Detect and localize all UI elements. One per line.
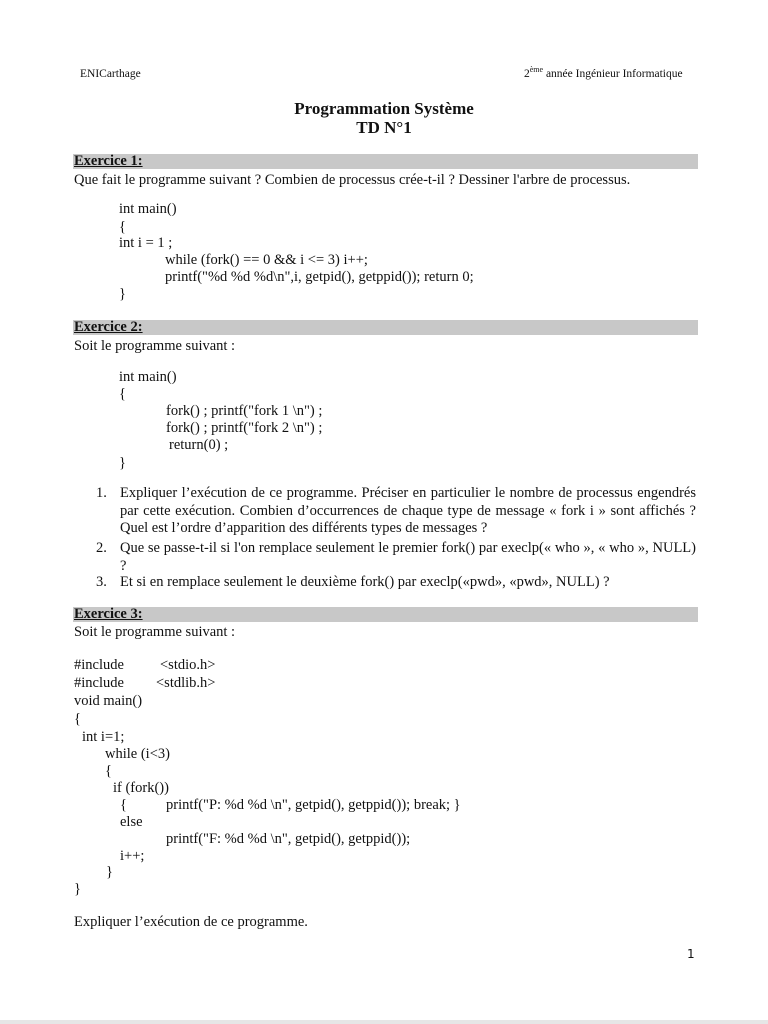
header-year-suffix: ème — [529, 65, 544, 75]
ex2-code-line: { — [119, 386, 126, 402]
question-text: Expliquer l’exécution de ce programme. Préciser en particulier le nombre de processus engendrés par cette exécution. Combien d’occurrences de chaque type de message « fork i » sont affichés ? Quel est l’ordre d’apparition des différents types de messages ? — [120, 485, 696, 536]
page-bottom-edge — [0, 1020, 768, 1024]
exercise-3-intro: Soit le programme suivant : — [74, 624, 236, 640]
ex3-code-line: <stdlib.h> — [156, 675, 216, 691]
ex3-code-line: if (fork()) — [113, 780, 169, 796]
ex2-code-line: fork() ; printf("fork 2 \n") ; — [166, 420, 323, 436]
ex3-code-line: <stdio.h> — [160, 657, 216, 673]
ex1-code-line: { — [119, 219, 126, 235]
header-year — [524, 65, 683, 80]
header-year-text: année Ingénieur Informatique — [543, 68, 683, 80]
ex2-code-line: } — [119, 455, 126, 471]
ex3-code-line: else — [120, 814, 143, 830]
question-number: 3. — [96, 574, 107, 590]
header-year-number: 2 — [524, 68, 530, 80]
exercise-1-heading: Exercice 1: — [74, 153, 143, 169]
ex1-code-line: while (fork() == 0 && i <= 3) i++; — [165, 252, 368, 268]
exercise-3-outro: Expliquer l’exécution de ce programme. — [74, 914, 308, 930]
page-number: 1 — [687, 947, 695, 961]
ex3-code-line: { — [120, 797, 127, 813]
exercise-2-bar — [73, 320, 698, 335]
ex3-code-line: #include — [74, 657, 124, 673]
ex3-code-line: } — [74, 881, 81, 897]
ex3-code-line: while (i<3) — [105, 746, 170, 762]
exercise-3-heading: Exercice 3: — [74, 606, 143, 622]
ex3-code-line: int i=1; — [82, 729, 125, 745]
page-title: Programmation Système — [294, 99, 474, 118]
exercise-2-intro: Soit le programme suivant : — [74, 338, 236, 354]
exercise-3-bar — [73, 607, 698, 622]
ex1-code-line: int main() — [119, 201, 177, 217]
page-subtitle: TD N°1 — [356, 118, 412, 137]
exercise-1-question: Que fait le programme suivant ? Combien de processus crée-t-il ? Dessiner l'arbre de processus. — [74, 172, 631, 188]
ex3-code-line: #include — [74, 675, 124, 691]
question-number: 1. — [96, 485, 107, 501]
exercise-2-heading: Exercice 2: — [74, 319, 143, 335]
ex2-code-line: fork() ; printf("fork 1 \n") ; — [166, 403, 323, 419]
ex3-code-line: printf("P: %d %d \n", getpid(), getppid()); break; } — [166, 797, 461, 813]
question-text: Que se passe-t-il si l'on remplace seulement le premier fork() par execlp(« who », « who », NULL) ? — [120, 540, 696, 574]
ex3-code-line: printf("F: %d %d \n", getpid(), getppid()); — [166, 831, 411, 847]
ex1-code-line: } — [119, 286, 126, 302]
ex2-code-line: int main() — [119, 369, 177, 385]
ex1-code-line: printf("%d %d %d\n",i, getpid(), getppid()); return 0; — [165, 269, 474, 285]
question-text: Et si en remplace seulement le deuxième fork() par execlp(«pwd», «pwd», NULL) ? — [120, 574, 610, 590]
question-number: 2. — [96, 540, 107, 556]
exercise-1-bar — [73, 154, 698, 169]
ex3-code-line: i++; — [120, 848, 145, 864]
header-school: ENICarthage — [80, 68, 141, 80]
ex3-code-line: } — [106, 864, 113, 880]
ex2-code-line: return(0) ; — [169, 437, 229, 453]
ex3-code-line: void main() — [74, 693, 143, 709]
ex3-code-line: { — [74, 711, 81, 727]
ex1-code-line: int i = 1 ; — [119, 235, 173, 251]
ex3-code-line: { — [105, 763, 112, 779]
